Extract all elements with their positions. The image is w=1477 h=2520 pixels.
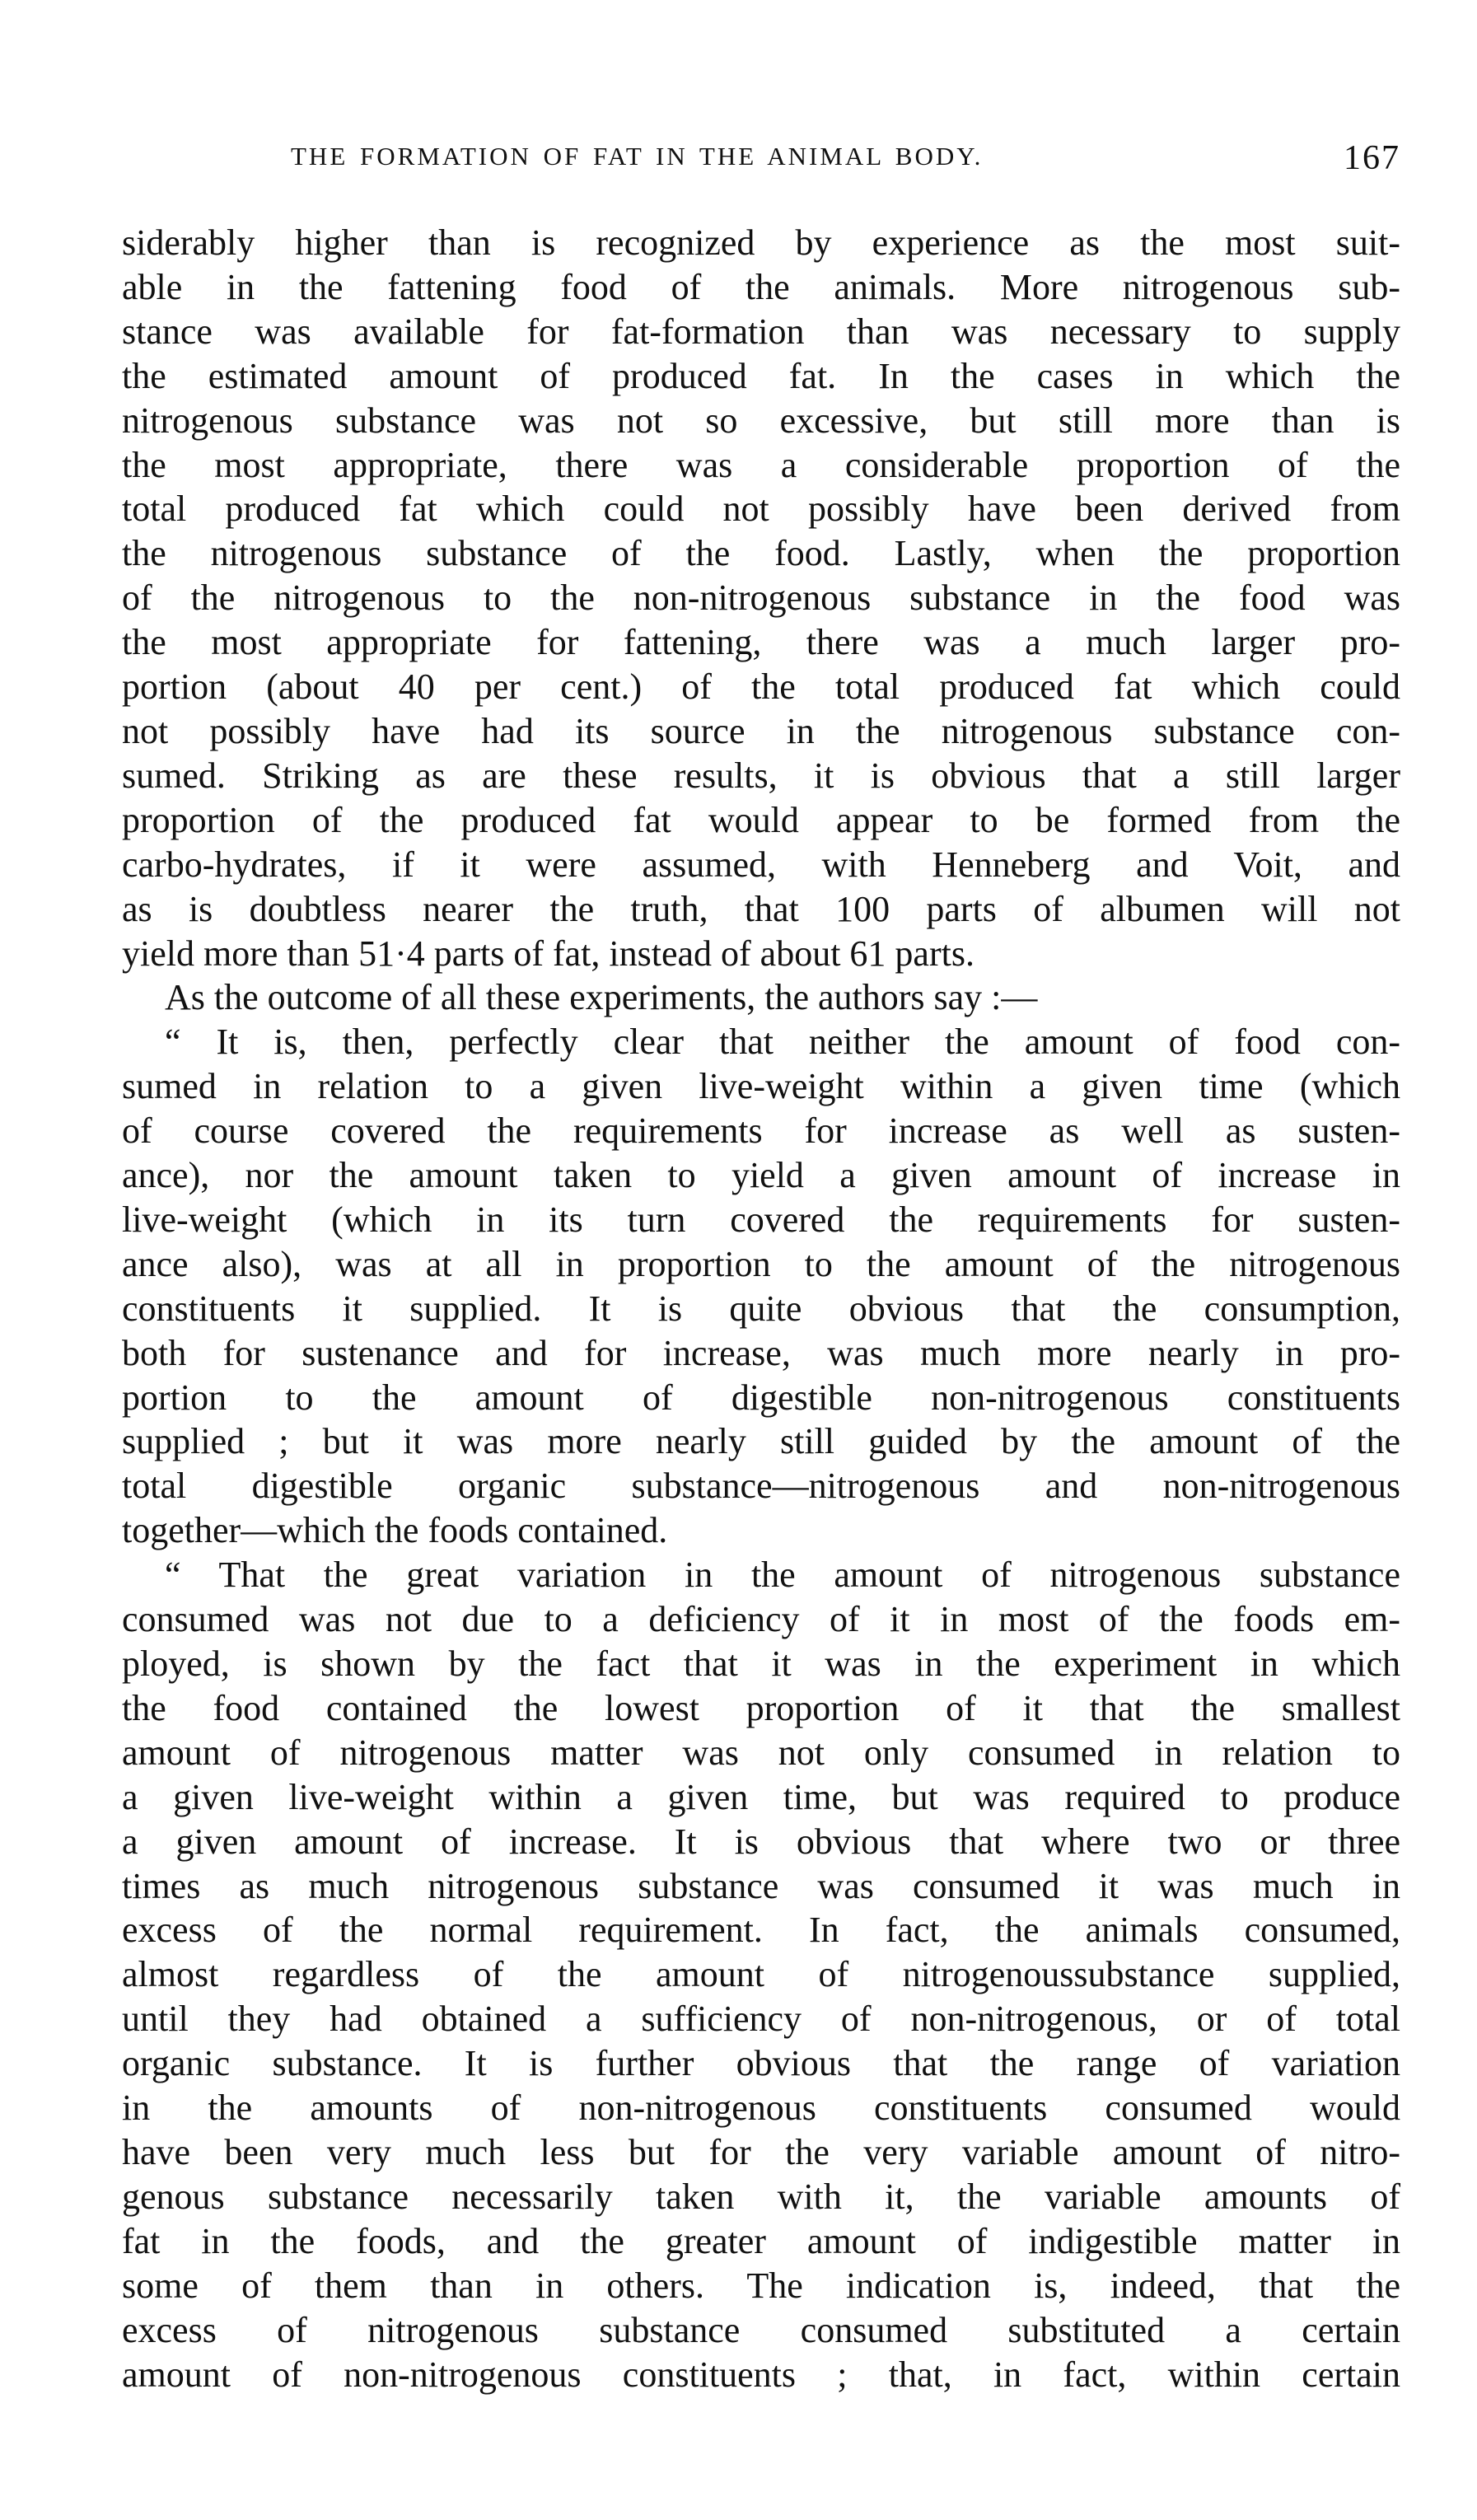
paragraph-4: [122, 1553, 1400, 2396]
text-line: organic substance. It is further obvious that the range of variation: [122, 2043, 1400, 2084]
text-line: the most appropriate for fattening, there was a much larger pro-: [122, 622, 1400, 663]
text-line: have been very much less but for the very variable amount of nitro-: [122, 2131, 1400, 2172]
text-line: genous substance necessarily taken with it, the variable amounts of: [122, 2176, 1400, 2217]
text-line: both for sustenance and for increase, was much more nearly in pro-: [122, 1332, 1400, 1373]
text-line: ployed, is shown by the fact that it was in the experiment in which: [122, 1643, 1400, 1684]
text-line: stance was available for fat-formation than was necessary to supply: [122, 311, 1400, 352]
text-line: fat in the foods, and the greater amount of indigestible matter in: [122, 2220, 1400, 2261]
text-line: ance), nor the amount taken to yield a given amount of increase in: [122, 1155, 1400, 1196]
text-line: excess of nitrogenous substance consumed substituted a certain: [122, 2309, 1400, 2350]
paragraph-1: [122, 221, 1400, 975]
text-line: sumed. Striking as are these results, it is obvious that a still larger: [122, 755, 1400, 796]
text-line: the estimated amount of produced fat. In the cases in which the: [122, 355, 1400, 396]
text-line: not possibly have had its source in the nitrogenous substance con-: [122, 710, 1400, 751]
text-line: constituents it supplied. It is quite obvious that the consumption,: [122, 1288, 1400, 1329]
text-line: some of them than in others. The indication is, indeed, that the: [122, 2265, 1400, 2306]
body-text: [122, 221, 1400, 2396]
text-line: a given live-weight within a given time, but was required to produce: [122, 1776, 1400, 1817]
text-line: nitrogenous substance was not so excessive, but still more than is: [122, 400, 1400, 441]
text-line: of the nitrogenous to the non-nitrogenous substance in the food was: [122, 577, 1400, 619]
text-line: able in the fattening food of the animals. More nitrogenous sub-: [122, 266, 1400, 307]
text-line: amount of non-nitrogenous constituents ; that, in fact, within certain: [122, 2354, 1400, 2395]
text-line: until they had obtained a sufficiency of non-nitrogenous, or of total: [122, 1999, 1400, 2040]
text-line: in the amounts of non-nitrogenous constituents consumed would: [122, 2088, 1400, 2129]
text-line: portion to the amount of digestible non-nitrogenous constituents: [122, 1377, 1400, 1418]
text-line: times as much nitrogenous substance was consumed it was much in: [122, 1865, 1400, 1906]
text-line: sumed in relation to a given live-weight within a given time (which: [122, 1066, 1400, 1107]
text-line: the food contained the lowest proportion of it that the smallest: [122, 1687, 1400, 1728]
paragraph-3: [122, 1020, 1400, 1553]
text-line: a given amount of increase. It is obvious that where two or three: [122, 1821, 1400, 1862]
text-line: ance also), was at all in proportion to the amount of the nitrogenous: [122, 1243, 1400, 1284]
text-line: as is doubtless nearer the truth, that 100 parts of albumen will not: [122, 888, 1400, 929]
text-line: together—which the foods contained.: [122, 1510, 668, 1551]
text-line: “ It is, then, perfectly clear that neither the amount of food con-: [165, 1022, 1400, 1063]
text-line: total produced fat which could not possibly have been derived from: [122, 489, 1400, 530]
text-line: siderably higher than is recognized by experience as the most suit-: [122, 222, 1400, 263]
paragraph-2: [122, 975, 1400, 1020]
text-line: amount of nitrogenous matter was not only consumed in relation to: [122, 1732, 1400, 1773]
text-line: the most appropriate, there was a considerable proportion of the: [122, 444, 1400, 485]
text-line: total digestible organic substance—nitrogenous and non-nitrogenous: [122, 1466, 1400, 1507]
running-head: [122, 138, 1400, 180]
text-line: “ That the great variation in the amount of nitrogenous substance: [165, 1555, 1400, 1596]
text-line: live-weight (which in its turn covered the requirements for susten-: [122, 1199, 1400, 1240]
text-line: almost regardless of the amount of nitrogenoussubstance supplied,: [122, 1954, 1400, 1995]
text-line: excess of the normal requirement. In fact, the animals consumed,: [122, 1910, 1400, 1951]
text-line: consumed was not due to a deficiency of it in most of the foods em-: [122, 1599, 1400, 1640]
text-line: supplied ; but it was more nearly still guided by the amount of the: [122, 1421, 1400, 1462]
text-line: proportion of the produced fat would appear to be formed from the: [122, 799, 1400, 840]
text-line: portion (about 40 per cent.) of the total produced fat which could: [122, 666, 1400, 708]
text-line: yield more than 51·4 parts of fat, instead of about 61 parts.: [122, 933, 975, 974]
text-line: the nitrogenous substance of the food. Lastly, when the proportion: [122, 533, 1400, 574]
text-line: As the outcome of all these experiments, the authors say :—: [165, 977, 1038, 1018]
text-line: carbo-hydrates, if it were assumed, with Henneberg and Voit, and: [122, 844, 1400, 885]
page-number: 167: [1344, 139, 1400, 177]
running-title: THE FORMATION OF FAT IN THE ANIMAL BODY.: [291, 142, 984, 171]
text-line: of course covered the requirements for increase as well as susten-: [122, 1110, 1400, 1152]
